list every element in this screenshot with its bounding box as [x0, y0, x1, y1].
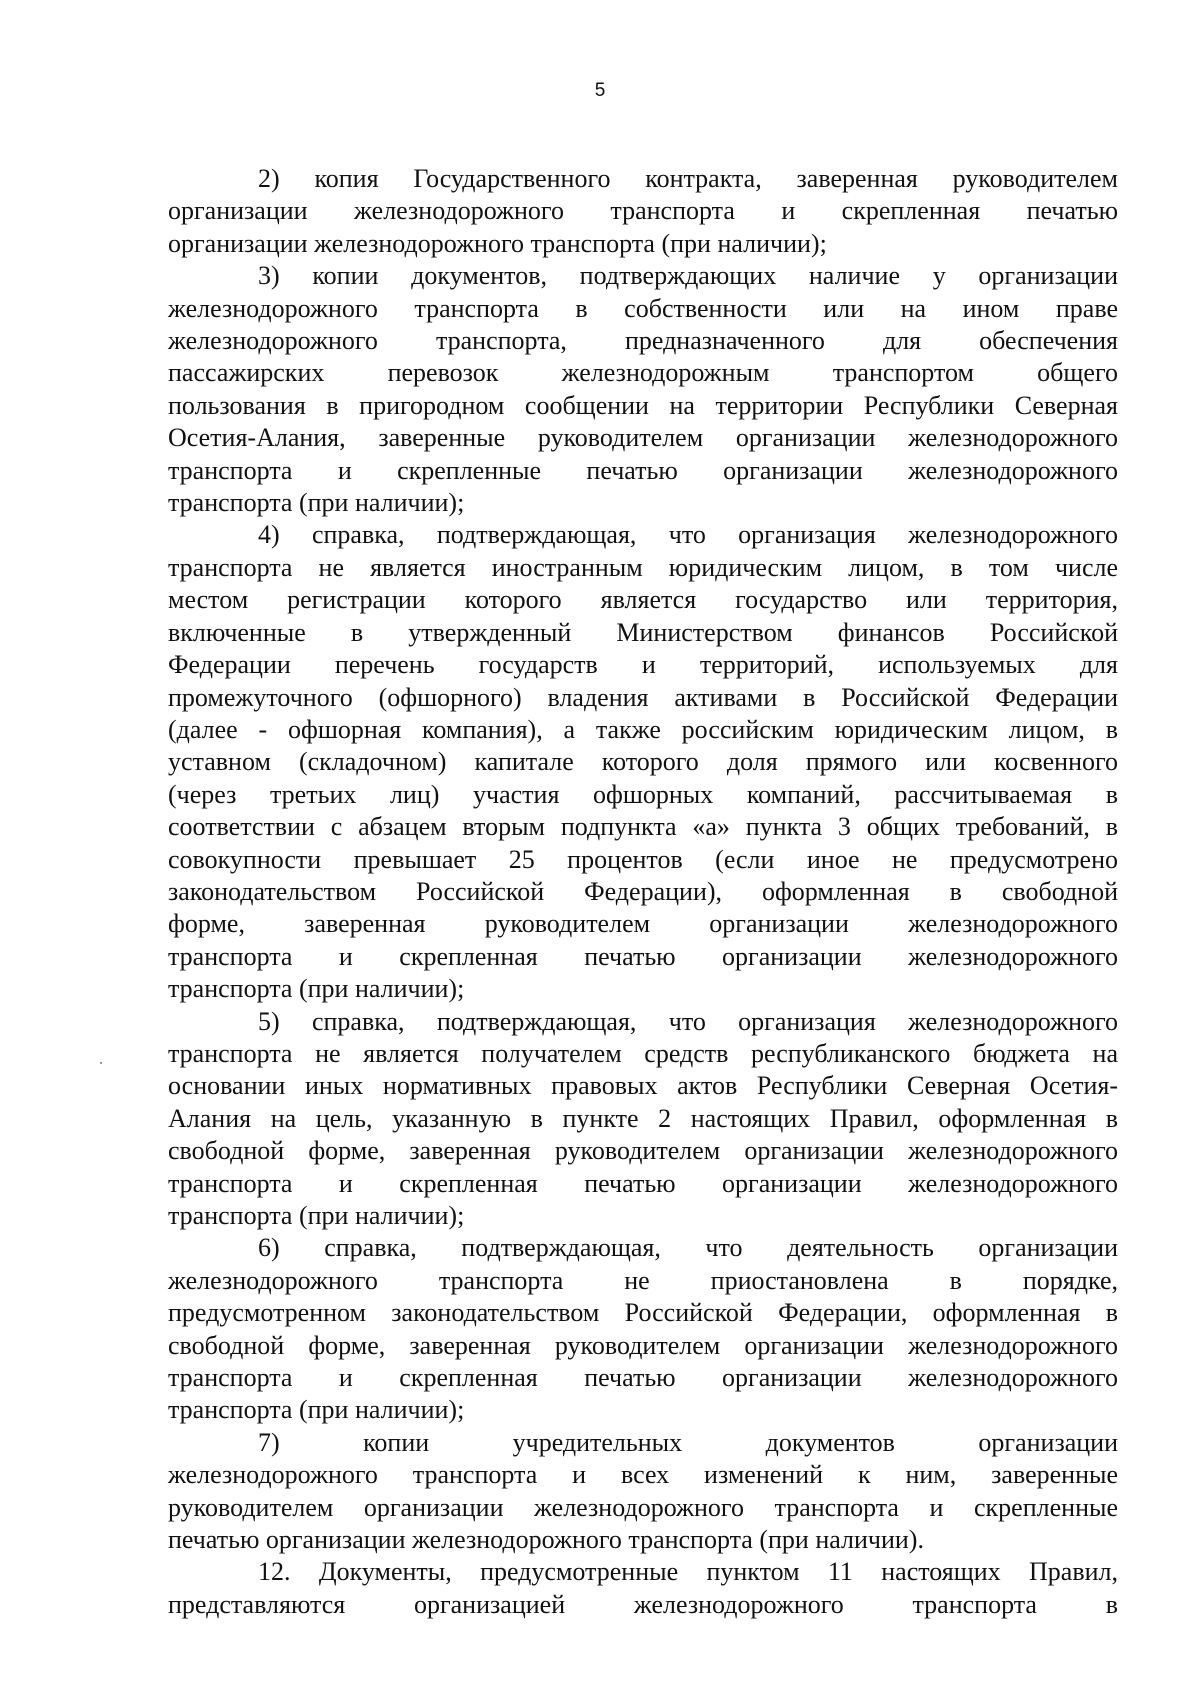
text-line: транспорта и скрепленная печатью организации железнодорожного	[168, 1363, 1118, 1393]
text-line: железнодорожного транспорта, предназначенного для обеспечения	[168, 326, 1118, 356]
text-line: включенные в утвержденный Министерством финансов Российской	[168, 617, 1118, 647]
page-number: 5	[594, 80, 606, 101]
text-line: свободной форме, заверенная руководителем организации железнодорожного	[168, 1136, 1118, 1166]
text-line: транспорта не является получателем средств республиканского бюджета на	[168, 1038, 1118, 1068]
text-line: транспорта не является иностранным юридическим лицом, в том числе	[168, 552, 1118, 582]
text-line: форме, заверенная руководителем организации железнодорожного	[168, 909, 1118, 939]
text-line: 5) справка, подтверждающая, что организация железнодорожного	[258, 1006, 1118, 1036]
text-line: пользования в пригородном сообщении на территории Республики Северная	[168, 390, 1118, 420]
text-line: железнодорожного транспорта и всех изменений к ним, заверенные	[168, 1460, 1118, 1490]
scan-speck	[100, 1062, 102, 1064]
text-line: уставном (складочном) капитале которого доля прямого или косвенного	[168, 747, 1118, 777]
paragraph-item-4	[168, 519, 1118, 1005]
text-line: (через третьих лиц) участия офшорных компаний, рассчитываемая в	[168, 779, 1118, 809]
text-line: соответствии с абзацем вторым подпункта «а» пункта 3 общих требований, в	[168, 812, 1118, 842]
text-line: Алания на цель, указанную в пункте 2 настоящих Правил, оформленная в	[168, 1103, 1118, 1133]
text-line: транспорта (при наличии);	[168, 1395, 465, 1425]
text-line: основании иных нормативных правовых актов Республики Северная Осетия-	[168, 1071, 1118, 1101]
text-line: железнодорожного транспорта в собственности или на ином праве	[168, 293, 1118, 323]
text-line: железнодорожного транспорта не приостановлена в порядке,	[168, 1265, 1118, 1295]
text-line: промежуточного (офшорного) владения активами в Российской Федерации	[168, 682, 1118, 712]
text-line: Федерации перечень государств и территорий, используемых для	[168, 650, 1118, 680]
text-line: 2) копия Государственного контракта, заверенная руководителем	[258, 164, 1118, 193]
paragraph-item-2	[168, 163, 1118, 260]
text-line: транспорта (при наличии);	[168, 974, 465, 1004]
text-line: предусмотренном законодательством Российской Федерации, оформленная в	[168, 1298, 1118, 1328]
text-line: 4) справка, подтверждающая, что организация железнодорожного	[258, 520, 1118, 550]
text-line: организации железнодорожного транспорта и скрепленная печатью	[168, 196, 1118, 226]
text-line: 12. Документы, предусмотренные пунктом 11 настоящих Правил,	[258, 1557, 1118, 1587]
text-line: транспорта и скрепленные печатью организации железнодорожного	[168, 455, 1118, 485]
text-line: совокупности превышает 25 процентов (если иное не предусмотрено	[168, 844, 1118, 874]
paragraph-item-5	[168, 1006, 1118, 1233]
text-line: печатью организации железнодорожного транспорта (при наличии).	[168, 1525, 924, 1555]
text-line: транспорта и скрепленная печатью организации железнодорожного	[168, 1168, 1118, 1198]
text-line: свободной форме, заверенная руководителем организации железнодорожного	[168, 1330, 1118, 1360]
text-line: руководителем организации железнодорожного транспорта и скрепленные	[168, 1492, 1118, 1522]
document-body	[168, 163, 1118, 1621]
text-line: Осетия-Алания, заверенные руководителем организации железнодорожного	[168, 423, 1118, 453]
text-line: (далее - офшорная компания), а также российским юридическим лицом, в	[168, 714, 1118, 744]
paragraph-item-3	[168, 260, 1118, 519]
text-line: 3) копии документов, подтверждающих наличие у организации	[258, 261, 1118, 291]
text-line: транспорта и скрепленная печатью организации железнодорожного	[168, 941, 1118, 971]
text-line: 6) справка, подтверждающая, что деятельность организации	[258, 1233, 1118, 1263]
text-line: организации железнодорожного транспорта (при наличии);	[168, 228, 827, 258]
paragraph-clause-12	[168, 1556, 1118, 1621]
text-line: местом регистрации которого является государство или территория,	[168, 585, 1118, 615]
text-line: транспорта (при наличии);	[168, 1201, 465, 1230]
text-line: транспорта (при наличии);	[168, 488, 465, 518]
text-line: законодательством Российской Федерации), оформленная в свободной	[168, 876, 1118, 906]
paragraph-item-7	[168, 1427, 1118, 1557]
paragraph-item-6	[168, 1232, 1118, 1426]
text-line: представляются организацией железнодорожного транспорта в	[168, 1589, 1118, 1619]
text-line: пассажирских перевозок железнодорожным транспортом общего	[168, 358, 1118, 388]
text-line: 7) копии учредительных документов организации	[258, 1427, 1118, 1457]
